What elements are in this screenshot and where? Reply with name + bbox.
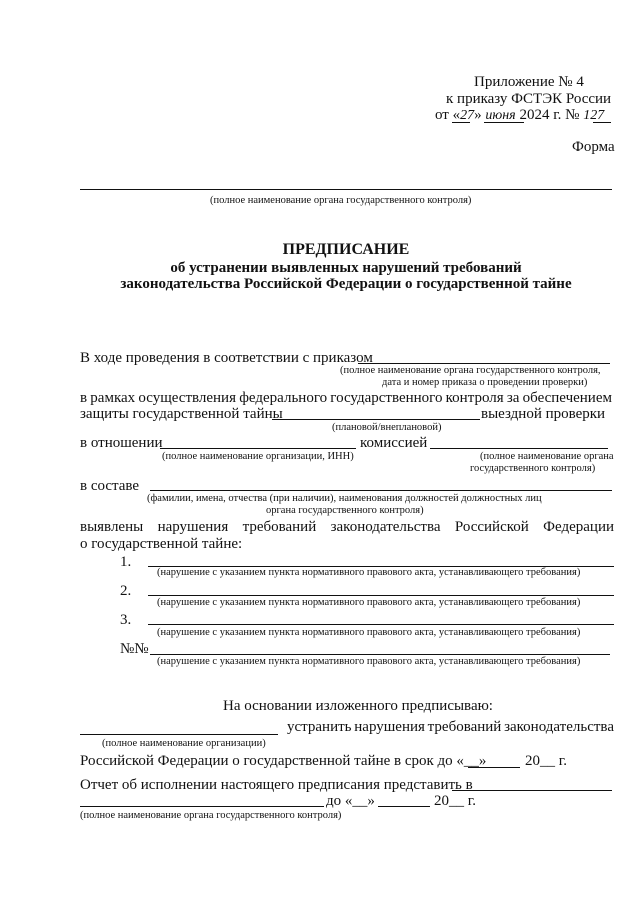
day-underline xyxy=(452,122,470,123)
appendix-number: Приложение № 4 xyxy=(474,74,584,90)
date-mid: » xyxy=(474,107,482,123)
deadline-month-line xyxy=(468,767,520,768)
organization-line xyxy=(160,448,356,449)
commission-line xyxy=(430,448,608,449)
commission-text: комиссией xyxy=(360,435,428,451)
target-organization-caption: (полное наименование организации) xyxy=(102,738,266,749)
violation-3-caption: (нарушение с указанием пункта нормативного правового акта, устанавливающего требования) xyxy=(157,627,581,638)
violation-1-number: 1. xyxy=(120,554,132,570)
eliminate-word: законодательства xyxy=(504,719,614,735)
control-frame-word: осуществления xyxy=(138,390,236,406)
org-name-caption: (полное наименование органа государственного контроля) xyxy=(210,195,472,206)
composition-caption-1: (фамилии, имена, отчества (при наличии), наименования должностей должностных лиц xyxy=(147,493,542,504)
control-frame-word: рамках xyxy=(90,390,136,406)
composition-line xyxy=(150,490,612,491)
order-details-caption-2: дата и номер приказа о проведении проверки) xyxy=(382,377,588,388)
document-title: ПРЕДПИСАНИЕ xyxy=(282,241,410,258)
commission-caption-1: (полное наименование органа xyxy=(480,451,614,462)
composition-caption-2: органа государственного контроля) xyxy=(266,505,424,516)
control-frame-word: федерального xyxy=(239,390,328,406)
violation-2-number: 2. xyxy=(120,583,132,599)
protection-text: защиты государственной тайны xyxy=(80,406,283,422)
organization-caption: (полное наименование организации, ИНН) xyxy=(162,451,354,462)
org-name-line xyxy=(80,189,612,190)
violations-found-word: требований xyxy=(242,519,317,535)
control-frame-word: в xyxy=(80,390,88,406)
report-month-line xyxy=(378,806,430,807)
report-until: до «__» xyxy=(326,793,375,809)
violations-found-word: Федерации xyxy=(543,519,614,535)
inspection-type-caption: (плановой/внеплановой) xyxy=(332,422,442,433)
date-prefix: от « xyxy=(435,107,461,123)
control-frame-word: государственного xyxy=(330,390,443,406)
form-label: Форма xyxy=(572,139,615,155)
violation-3-number: 3. xyxy=(120,612,132,628)
violations-found-text xyxy=(80,518,614,536)
order-details-caption-1: (полное наименование органа государственного контроля, xyxy=(340,365,601,376)
eliminate-word: требований xyxy=(427,719,502,735)
onsite-inspection-text: выездной проверки xyxy=(481,406,606,422)
commission-caption-2: государственного контроля) xyxy=(470,463,596,474)
violation-3-line xyxy=(148,624,614,625)
inspection-type-line xyxy=(272,419,480,420)
composition-text: в составе xyxy=(80,478,140,494)
basis-text: На основании изложенного предписываю: xyxy=(223,698,493,714)
report-text: Отчет об исполнении настоящего предписания представить в xyxy=(80,777,473,793)
date-year: 2024 г. № xyxy=(519,107,580,123)
target-organization-line xyxy=(80,734,278,735)
report-recipient-line xyxy=(452,790,612,791)
report-recipient-line-2 xyxy=(80,806,324,807)
eliminate-word: нарушения xyxy=(354,719,425,735)
control-frame-word: за xyxy=(506,390,520,406)
order-conduct-text: В ходе проведения в соответствии с приказом xyxy=(80,350,373,366)
violation-2-caption: (нарушение с указанием пункта нормативного правового акта, устанавливающего требования) xyxy=(157,597,581,608)
report-year: 20__ г. xyxy=(434,793,476,809)
order-reference: к приказу ФСТЭК России xyxy=(446,91,612,107)
title-subline-2: законодательства Российской Федерации о государственной тайне xyxy=(120,276,572,292)
report-recipient-caption: (полное наименование органа государственного контроля) xyxy=(80,810,342,821)
deadline-year: 20__ г. xyxy=(525,753,567,769)
violation-n-caption: (нарушение с указанием пункта нормативного правового акта, устанавливающего требования) xyxy=(157,656,581,667)
violations-found-word: Российской xyxy=(454,519,529,535)
violations-found-word: выявлены xyxy=(80,519,144,535)
eliminate-word: устранить xyxy=(287,719,352,735)
control-frame-word: обеспечением xyxy=(522,390,612,406)
violations-found-word: нарушения xyxy=(157,519,229,535)
title-subline-1: об устранении выявленных нарушений требований xyxy=(170,260,522,276)
date-day: 27 xyxy=(460,108,475,123)
deadline-text: Российской Федерации о государственной тайне в срок до «__» xyxy=(80,753,487,769)
regarding-text: в отношении xyxy=(80,435,163,451)
eliminate-text xyxy=(287,718,614,736)
violation-1-caption: (нарушение с указанием пункта нормативного правового акта, устанавливающего требования) xyxy=(157,567,581,578)
month-underline xyxy=(484,122,524,123)
control-frame-word: контроля xyxy=(445,390,504,406)
order-number: 127 xyxy=(583,108,605,123)
state-secret-text: о государственной тайне: xyxy=(80,536,243,552)
date-month: июня xyxy=(485,108,516,123)
violation-n-number: №№ xyxy=(120,641,149,657)
violations-found-word: законодательства xyxy=(330,519,441,535)
number-underline xyxy=(593,122,611,123)
